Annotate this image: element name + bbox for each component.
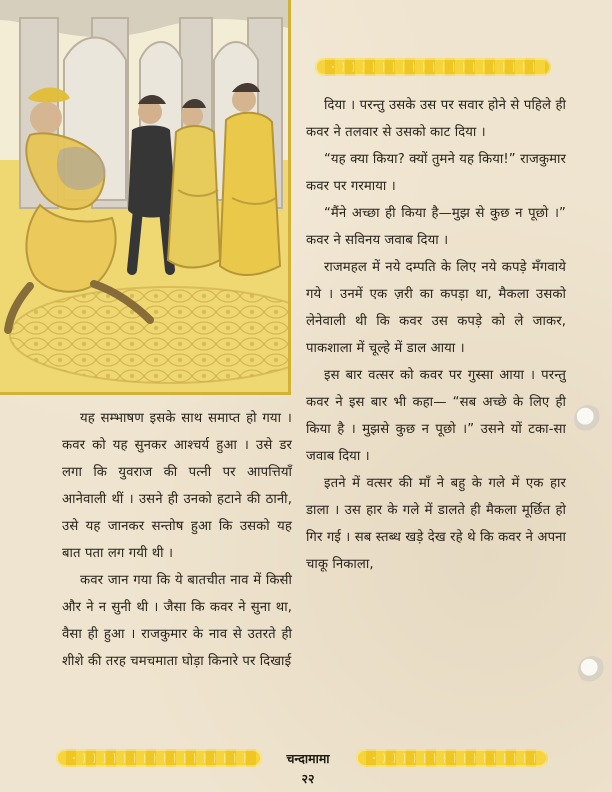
right-paragraph-6: इतने में वत्सर की माँ ने बहु के गले में एक हार डाला । उस हार के गले में डालते ही मैकला मूर्छित हो गिर गई । सब स्तब्ध खड़े देख रहे थे कि कवर ने अपना चाकू निकाला,: [306, 476, 566, 572]
right-paragraph-4: राजमहल में नये दम्पति के लिए नये कपड़े मँगवाये गये । उनमें एक ज़री का कपड़ा था, मैकला उसको लेनेवाली थी कि कवर उस कपड़े को ले जाकर, पाकशाला में चूल्हे में डाल आया ।: [306, 260, 566, 356]
right-paragraph-2: “यह क्या किया? क्यों तुमने यह किया!” राजकुमार कवर पर गरमाया ।: [306, 152, 566, 194]
left-paragraph-1: यह सम्भाषण इसके साथ समाप्त हो गया । कवर को यह सुनकर आश्चर्य हुआ । उसे डर लगा कि युवराज की पत्नी पर आपत्तियाँ आनेवाली थीं । उसने ही उनको हटाने की ठानी, उसे यह जानकर सन्तोष हुआ कि उसको यह बात पता लग गयी थी ।: [62, 411, 292, 561]
page-number: २२: [301, 771, 315, 786]
decorative-border-bottom-left: [56, 749, 262, 767]
decorative-border-top: [315, 58, 551, 76]
story-illustration: [0, 0, 291, 395]
left-paragraph-2: कवर जान गया कि ये बातचीत नाव में किसी और ने न सुनी थी । जैसा कि कवर ने सुना था, वैसा ही हुआ । राजकुमार के नाव से उतरते ही शीशे की तरह चमचमाता घोड़ा किनारे पर दिखाई: [62, 573, 292, 669]
right-paragraph-5: इस बार वत्सर को कवर पर गुस्सा आया । परन्तु कवर ने इस बार भी कहा— “सब अच्छे के लिए ही किया है । मुझसे कुछ न पूछो ।” उसने यों टका-सा जवाब दिया ।: [306, 368, 566, 464]
right-paragraph-1: दिया । परन्तु उसके उस पर सवार होने से पहिले ही कवर ने तलवार से उसको काट दिया ।: [306, 98, 566, 140]
binding-hole-top: [574, 405, 602, 433]
decorative-border-bottom-right: [356, 749, 548, 767]
illustration-art: [0, 0, 288, 392]
left-text-column: [62, 405, 292, 675]
right-paragraph-3: “मैंने अच्छा ही किया है—मुझ से कुछ न पूछो ।” कवर ने सविनय जवाब दिया ।: [306, 206, 566, 248]
magazine-title: चन्दामामा: [286, 751, 330, 766]
binding-hole-bottom: [578, 656, 606, 684]
right-text-column: [306, 92, 566, 578]
